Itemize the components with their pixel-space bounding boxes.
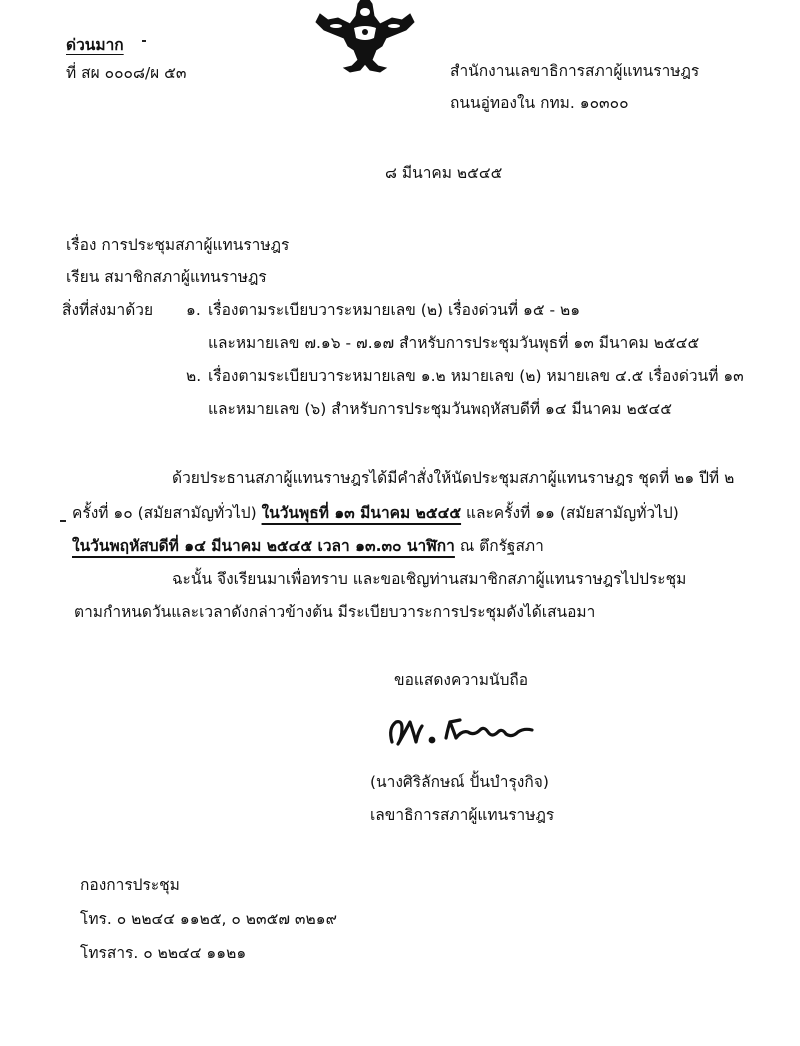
- fax-number: โทรสาร. ๐ ๒๒๔๔ ๑๑๒๑: [80, 944, 247, 962]
- enclosure-2-line-1: เรื่องตามระเบียบวาระหมายเลข ๑.๒ หมายเลข (๒) หมายเลข ๔.๕ เรื่องด่วนที่ ๑๓: [208, 367, 744, 385]
- signatory-name: (นางศิริลักษณ์ ปั้นบำรุงกิจ): [370, 773, 549, 791]
- garuda-emblem: [310, 0, 420, 76]
- paragraph-2-line-1: ฉะนั้น จึงเรียนมาเพื่อทราบ และขอเชิญท่านสมาชิกสภาผู้แทนราษฎรไปประชุม: [172, 570, 687, 588]
- office-address: ถนนอู่ทองใน กทม. ๑๐๓๐๐: [450, 94, 629, 112]
- paragraph-1-line-3: [72, 537, 544, 556]
- telephone-numbers: โทร. ๐ ๒๒๔๔ ๑๑๒๕, ๐ ๒๓๕๗ ๓๒๑๙: [80, 910, 337, 928]
- meeting-11-label: และครั้งที่ ๑๑ (สมัยสามัญทั่วไป): [461, 504, 679, 522]
- urgency-label: ด่วนมาก: [66, 36, 124, 54]
- signatory-title: เลขาธิการสภาผู้แทนราษฎร: [370, 806, 555, 824]
- document-date: ๘ มีนาคม ๒๕๔๕: [385, 164, 503, 182]
- scan-mark: [60, 520, 66, 522]
- office-name: สำนักงานเลขาธิการสภาผู้แทนราษฎร: [450, 62, 700, 80]
- closing-salutation: ขอแสดงความนับถือ: [394, 671, 529, 689]
- paragraph-1-line-2: [72, 504, 679, 523]
- enclosure-2-number: ๒.: [186, 367, 202, 385]
- enclosure-2-line-2: และหมายเลข (๖) สำหรับการประชุมวันพฤหัสบดีที่ ๑๔ มีนาคม ๒๕๔๕: [208, 400, 672, 418]
- document-number: ที่ สผ ๐๐๐๘/ผ ๕๓: [66, 64, 187, 82]
- handwritten-signature: [384, 708, 544, 754]
- scan-mark: [142, 40, 146, 42]
- meeting-10-date: ในวันพุธที่ ๑๓ มีนาคม ๒๕๔๕: [261, 504, 462, 522]
- subject-line: เรื่อง การประชุมสภาผู้แทนราษฎร: [66, 236, 290, 254]
- paragraph-1-line-1: ด้วยประธานสภาผู้แทนราษฎรได้มีคำสั่งให้นัดประชุมสภาผู้แทนราษฎร ชุดที่ ๒๑ ปีที่ ๒: [172, 469, 735, 487]
- enclosure-1-line-2: และหมายเลข ๗.๑๖ - ๗.๑๗ สำหรับการประชุมวันพุธที่ ๑๓ มีนาคม ๒๕๔๕: [208, 334, 700, 352]
- paragraph-2-line-2: ตามกำหนดวันและเวลาดังกล่าวข้างต้น มีระเบียบวาระการประชุมดังได้เสนอมา: [74, 603, 596, 621]
- meeting-11-datetime: ในวันพฤหัสบดีที่ ๑๔ มีนาคม ๒๕๔๕ เวลา ๑๓.๓๐ นาฬิกา: [72, 537, 455, 555]
- division-name: กองการประชุม: [80, 876, 180, 894]
- enclosure-1-line-1: เรื่องตามระเบียบวาระหมายเลข (๒) เรื่องด่วนที่ ๑๕ - ๒๑: [208, 301, 581, 319]
- meeting-10-label: ครั้งที่ ๑๐ (สมัยสามัญทั่วไป): [72, 504, 262, 522]
- enclosure-label: สิ่งที่ส่งมาด้วย: [62, 301, 154, 319]
- enclosure-1-number: ๑.: [186, 301, 201, 319]
- recipient-line: เรียน สมาชิกสภาผู้แทนราษฎร: [66, 268, 267, 286]
- meeting-venue: ณ ตึกรัฐสภา: [454, 537, 544, 555]
